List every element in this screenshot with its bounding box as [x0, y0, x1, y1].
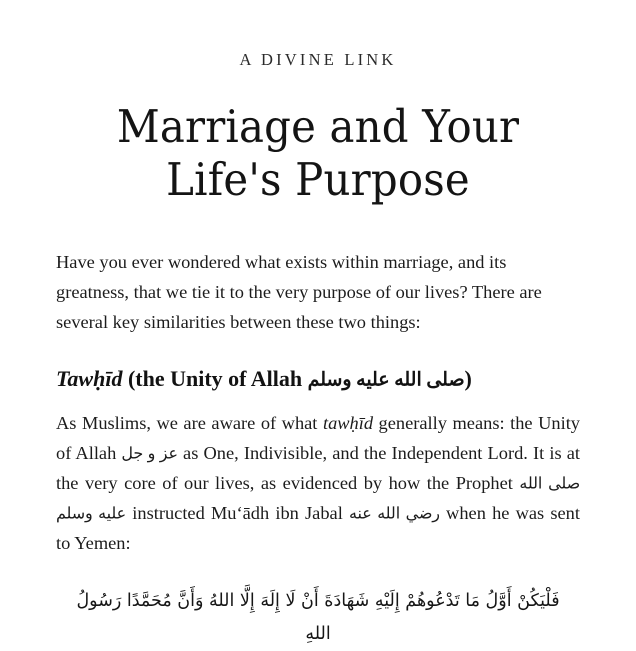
- tawhid-part-2: generally means: the Unity of Allah: [56, 413, 580, 464]
- section-heading-close: ): [464, 365, 472, 391]
- tawhid-italic-term: tawḥīd: [322, 413, 374, 434]
- tawhid-part-1: As Muslims, we are aware of what: [56, 413, 323, 434]
- tawhid-part-5: when he was sent to Yemen:: [56, 502, 580, 553]
- prophet-honorific-glyph-icon: صلى الله عليه وسلم: [56, 475, 580, 523]
- tawhid-paragraph: [56, 409, 580, 558]
- tawhid-part-4: instructed Mu‘ādh ibn Jabal: [126, 502, 349, 523]
- section-heading: [56, 364, 580, 394]
- companion-honorific-glyph-icon: رضي الله عنه: [348, 505, 440, 523]
- page-title-line-1: Marriage and Your: [116, 100, 520, 154]
- intro-paragraph: Have you ever wondered what exists within marriage, and its greatness, that we tie it to the very purpose of our lives? There are several key similarities between these two things:: [56, 252, 542, 332]
- allah-honorific-glyph-icon: عز و جل: [121, 445, 178, 463]
- page-title: [74, 100, 561, 206]
- section-heading-rest: (the Unity of Allah: [122, 365, 308, 391]
- honorific-glyph-icon: صلى الله عليه وسلم: [307, 369, 465, 391]
- arabic-hadith-quote: فَلْيَكُنْ أَوَّلُ مَا تَدْعُوهُمْ إِلَيْهِ شَهَادَةَ أَنْ لَا إِلَهَ إِلَّا اللهُ وَأَنَّ مُحَمَّدًا رَسُولُ اللهِ: [76, 590, 560, 644]
- page-title-line-2: Life's Purpose: [166, 153, 470, 207]
- eyebrow-label: A DIVINE LINK: [239, 50, 397, 69]
- section-heading-term: Tawḥīd: [56, 365, 123, 391]
- tawhid-part-3: as One, Indivisible, and the Independent Lord. It is at the very core of our lives, as evidenced by how the Prophet: [56, 443, 581, 494]
- body-content: [56, 248, 580, 651]
